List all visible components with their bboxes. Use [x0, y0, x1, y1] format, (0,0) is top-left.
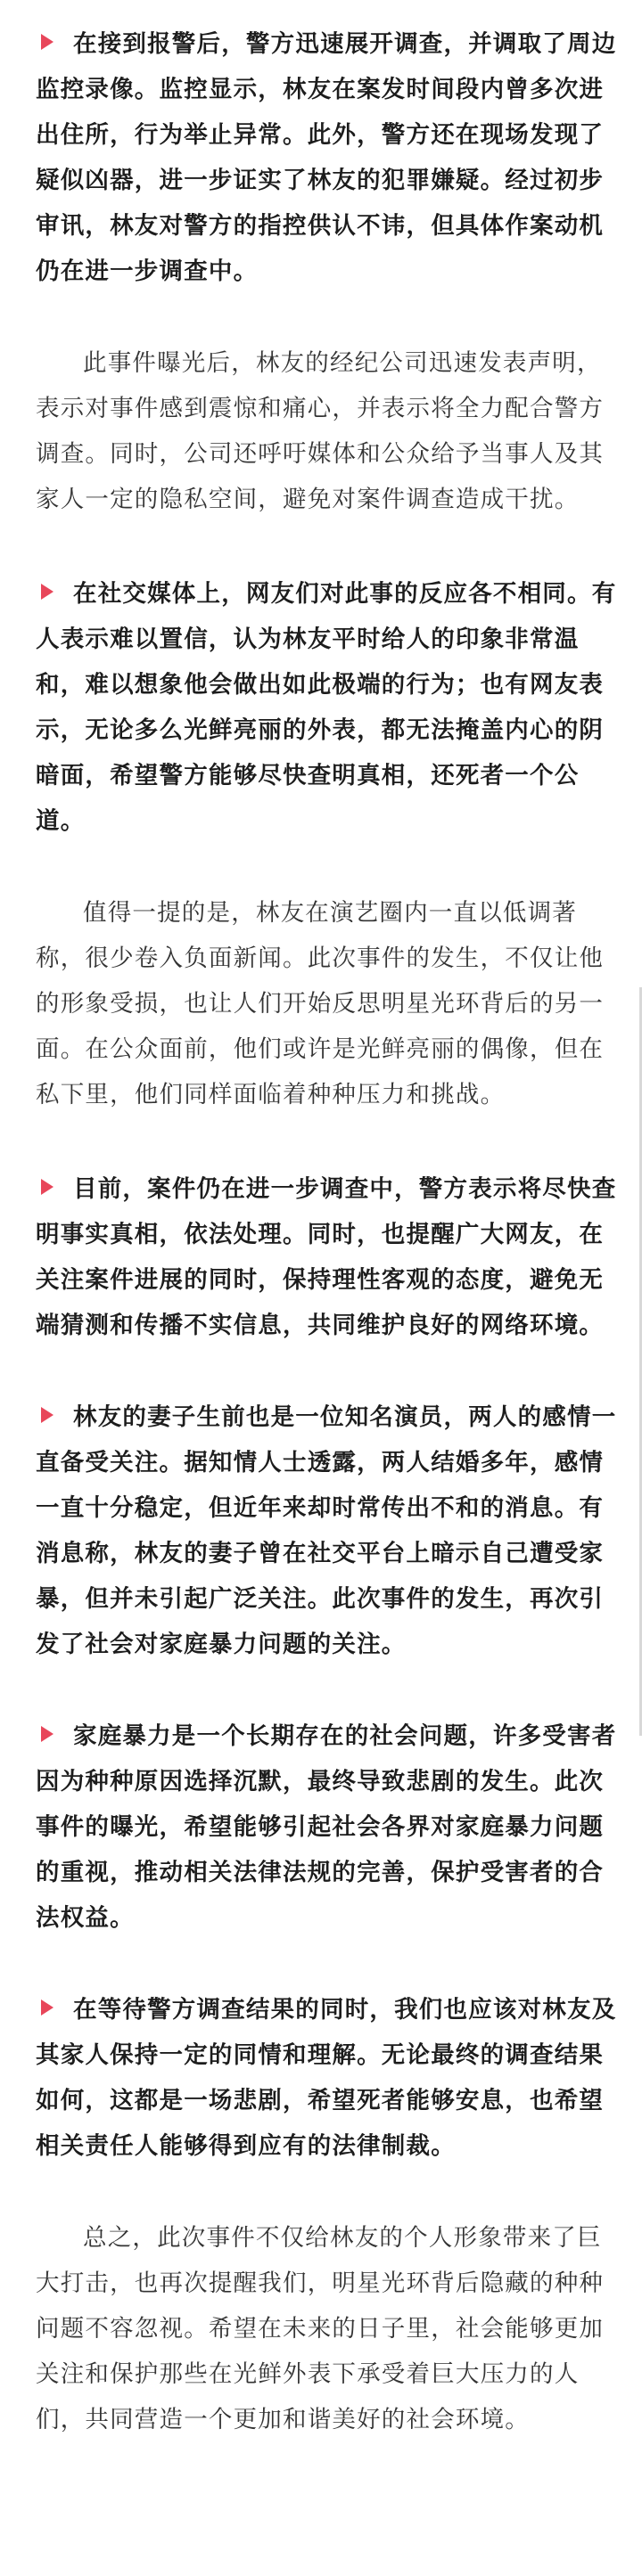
triangle-right-icon	[41, 1407, 54, 1423]
article-paragraph-7	[36, 1713, 619, 1941]
article-paragraph-6	[36, 1394, 619, 1667]
article-paragraph-9	[36, 2215, 619, 2442]
article-paragraph-4	[36, 890, 619, 1117]
article-paragraph-3	[36, 571, 619, 844]
paragraph-text: 在社交媒体上，网友们对此事的反应各不相同。有人表示难以置信，认为林友平时给人的印象非常温和，难以想象他会做出如此极端的行为；也有网友表示，无论多么光鲜亮丽的外表，都无法掩盖内心的阴暗面，希望警方能够尽快查明真相，还死者一个公道。	[36, 580, 617, 835]
paragraph-text: 总之，此次事件不仅给林友的个人形象带来了巨大打击，也再次提醒我们，明星光环背后隐藏的种种问题不容忽视。希望在未来的日子里，社会能够更加关注和保护那些在光鲜外表下承受着巨大压力的人们，共同营造一个更加和谐美好的社会环境。	[36, 2224, 605, 2433]
triangle-right-icon	[41, 1726, 54, 1742]
triangle-right-icon	[41, 584, 54, 600]
paragraph-text: 家庭暴力是一个长期存在的社会问题，许多受害者因为种种原因选择沉默，最终导致悲剧的发生。此次事件的曝光，希望能够引起社会各界对家庭暴力问题的重视，推动相关法律法规的完善，保护受害者的合法权益。	[36, 1722, 617, 1932]
triangle-right-icon	[41, 1179, 54, 1195]
paragraph-text: 值得一提的是，林友在演艺圈内一直以低调著称，很少卷入负面新闻。此次事件的发生，不仅让他的形象受损，也让人们开始反思明星光环背后的另一面。在公众面前，他们或许是光鲜亮丽的偶像，但在私下里，他们同样面临着种种压力和挑战。	[36, 899, 605, 1108]
triangle-right-icon	[41, 34, 54, 50]
paragraph-text: 林友的妻子生前也是一位知名演员，两人的感情一直备受关注。据知情人士透露，两人结婚多年，感情一直十分稳定，但近年来却时常传出不和的消息。有消息称，林友的妻子曾在社交平台上暗示自己遭受家暴，但并未引起广泛关注。此次事件的发生，再次引发了社会对家庭暴力问题的关注。	[36, 1403, 617, 1658]
paragraph-text: 此事件曝光后，林友的经纪公司迅速发表声明，表示对事件感到震惊和痛心，并表示将全力配合警方调查。同时，公司还呼吁媒体和公众给予当事人及其家人一定的隐私空间，避免对案件调查造成干扰。	[36, 349, 605, 513]
article-paragraph-2	[36, 340, 619, 522]
article-paragraph-5	[36, 1166, 619, 1348]
triangle-right-icon	[41, 1999, 54, 2016]
article-paragraph-8	[36, 1987, 619, 2169]
paragraph-text: 在等待警方调查结果的同时，我们也应该对林友及其家人保持一定的同情和理解。无论最终的调查结果如何，这都是一场悲剧，希望死者能够安息，也希望相关责任人能够得到应有的法律制裁。	[36, 1996, 617, 2160]
paragraph-text: 在接到报警后，警方迅速展开调查，并调取了周边监控录像。监控显示，林友在案发时间段内曾多次进出住所，行为举止异常。此外，警方还在现场发现了疑似凶器，进一步证实了林友的犯罪嫌疑。经过初步审讯，林友对警方的指控供认不讳，但具体作案动机仍在进一步调查中。	[36, 30, 617, 285]
article-paragraph-1	[36, 21, 619, 294]
paragraph-text: 目前，案件仍在进一步调查中，警方表示将尽快查明事实真相，依法处理。同时，也提醒广大网友，在关注案件进展的同时，保持理性客观的态度，避免无端猜测和传播不实信息，共同维护良好的网络环境。	[36, 1175, 617, 1339]
